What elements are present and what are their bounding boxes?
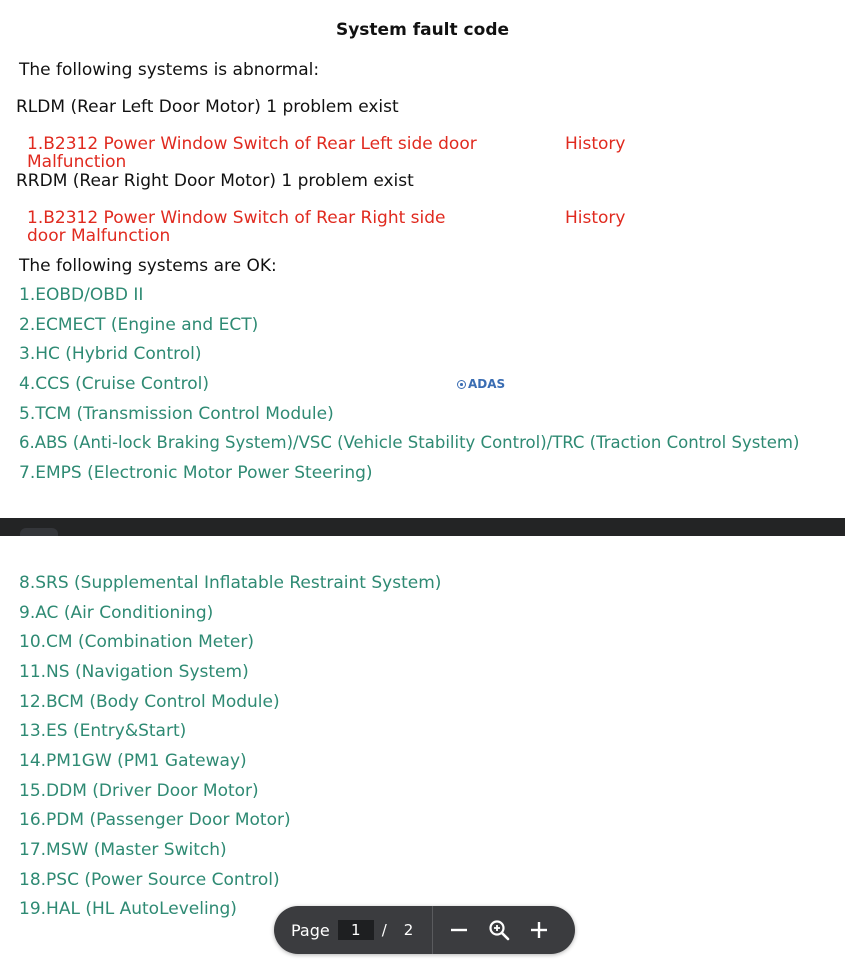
abnormal-heading: The following systems is abnormal: — [19, 60, 320, 80]
minus-icon — [450, 921, 468, 939]
ok-heading: The following systems are OK: — [19, 256, 277, 276]
adas-watermark-text: ADAS — [468, 377, 506, 391]
ok-system-item: 16.PDM (Passenger Door Motor) — [19, 810, 291, 830]
page-label: Page — [291, 920, 330, 940]
ok-system-item: 2.ECMECT (Engine and ECT) — [19, 315, 259, 335]
ok-system-item: 19.HAL (HL AutoLeveling) — [19, 899, 237, 919]
ok-system-item: 10.CM (Combination Meter) — [19, 632, 254, 652]
rldm-fault-status: History — [565, 134, 626, 154]
ok-system-item: 6.ABS (Anti-lock Braking System)/VSC (Vehicle Stability Control)/TRC (Traction Control System) — [19, 433, 800, 452]
ok-system-item: 12.BCM (Body Control Module) — [19, 692, 280, 712]
page-toolbar — [274, 906, 575, 954]
zoom-in-button[interactable] — [525, 916, 553, 944]
ok-system-item: 5.TCM (Transmission Control Module) — [19, 404, 334, 424]
ok-system-item: 11.NS (Navigation System) — [19, 662, 249, 682]
page-number-input[interactable] — [338, 920, 374, 940]
page-title: System fault code — [335, 20, 510, 40]
ok-system-item: 17.MSW (Master Switch) — [19, 840, 227, 860]
adas-logo-icon — [457, 380, 466, 389]
page-separator: / — [381, 921, 387, 939]
magnifier-plus-icon — [488, 919, 510, 941]
rrdm-fault-status: History — [565, 208, 626, 228]
zoom-reset-button[interactable] — [485, 916, 513, 944]
ok-system-item: 14.PM1GW (PM1 Gateway) — [19, 751, 247, 771]
ok-system-item: 13.ES (Entry&Start) — [19, 721, 187, 741]
rrdm-header: RRDM (Rear Right Door Motor) 1 problem exist — [16, 171, 414, 191]
pdf-page-2 — [0, 536, 845, 960]
adas-watermark — [457, 377, 505, 391]
rldm-header: RLDM (Rear Left Door Motor) 1 problem exist — [16, 97, 399, 117]
rrdm-fault-code: 1.B2312 Power Window Switch of Rear Right side door Malfunction — [27, 208, 446, 246]
ok-system-item: 4.CCS (Cruise Control) — [19, 374, 209, 394]
toolbar-divider — [432, 906, 433, 954]
total-pages: 2 — [403, 921, 414, 939]
ok-system-item: 7.EMPS (Electronic Motor Power Steering) — [19, 463, 373, 483]
rldm-fault-code: 1.B2312 Power Window Switch of Rear Left side door Malfunction — [27, 134, 477, 172]
ok-system-item: 8.SRS (Supplemental Inflatable Restraint System) — [19, 573, 442, 593]
page-gap — [0, 518, 845, 536]
ok-system-item: 18.PSC (Power Source Control) — [19, 870, 280, 890]
zoom-out-button[interactable] — [445, 916, 473, 944]
ok-system-item: 15.DDM (Driver Door Motor) — [19, 781, 259, 801]
plus-icon — [530, 921, 548, 939]
ok-system-item: 9.AC (Air Conditioning) — [19, 603, 214, 623]
ok-system-item: 1.EOBD/OBD II — [19, 285, 144, 305]
ok-system-item: 3.HC (Hybrid Control) — [19, 344, 202, 364]
